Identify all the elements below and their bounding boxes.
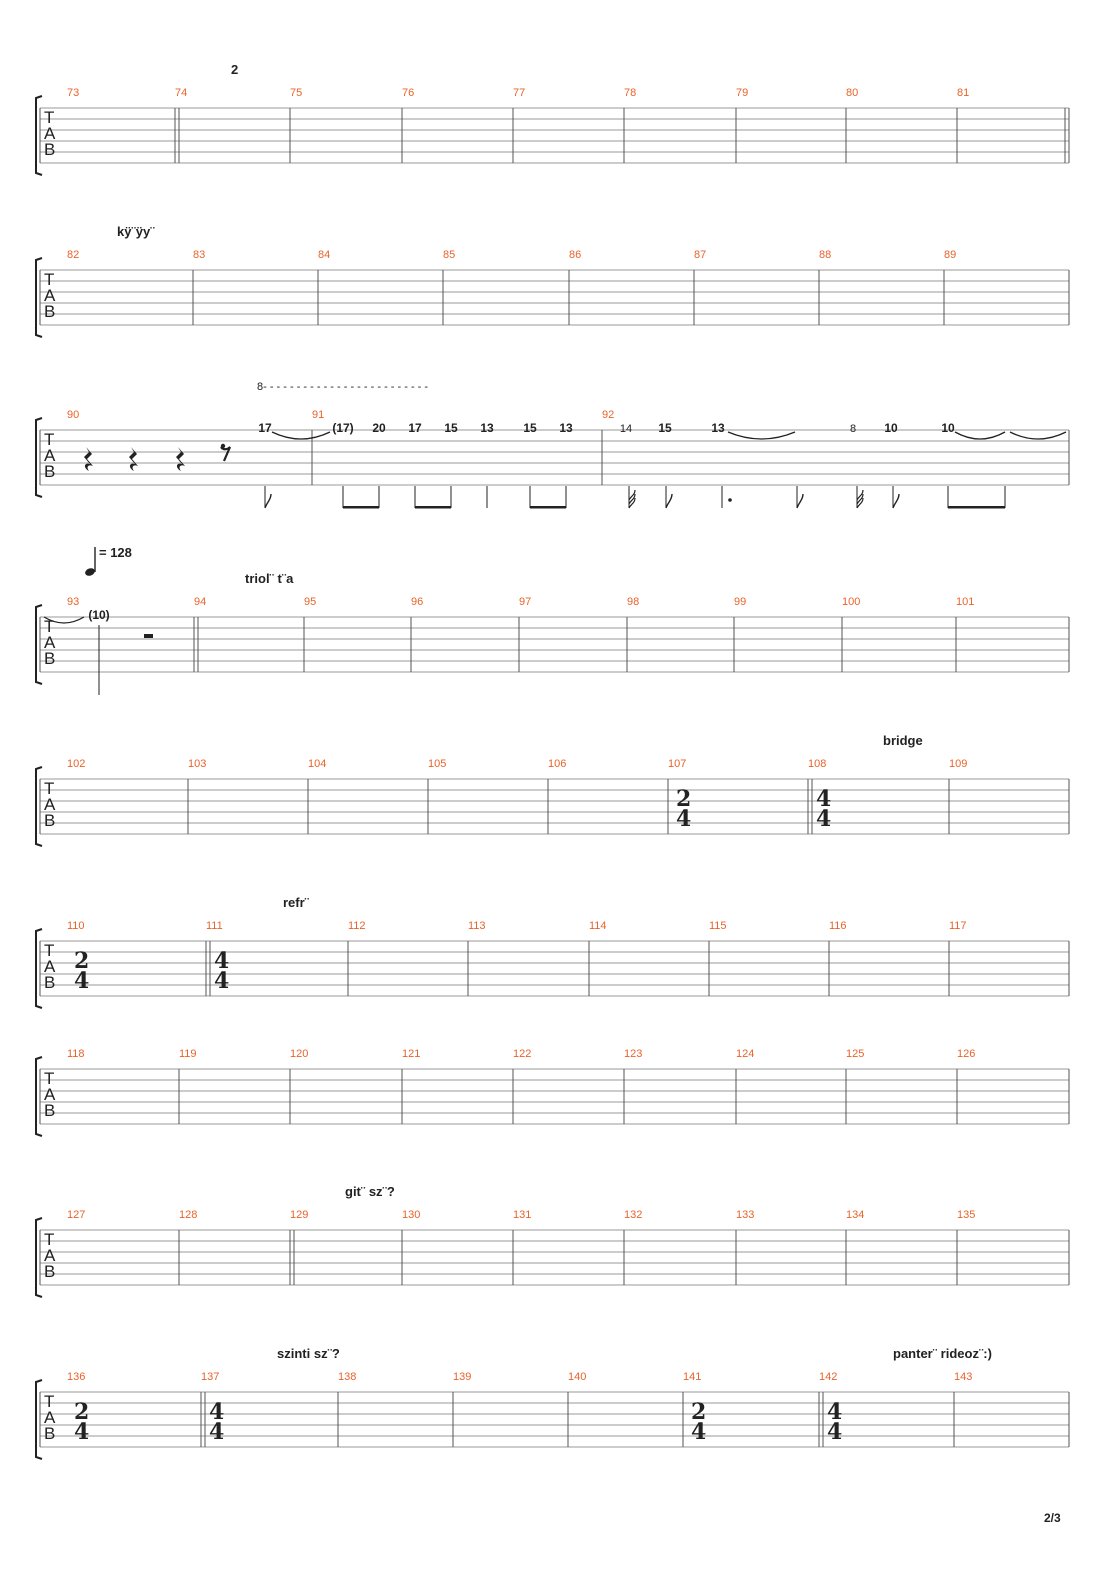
fret-number: 10 [884, 421, 898, 435]
measure-number: 114 [589, 920, 607, 932]
measure-number: 106 [548, 758, 567, 770]
fret-number: 15 [658, 421, 672, 435]
note-beam [948, 506, 1005, 509]
measure-number: 104 [308, 758, 327, 770]
tab-system [36, 1209, 1069, 1297]
tab-clef-letter: B [44, 811, 56, 830]
fret-number: 14 [619, 423, 633, 435]
time-signature-bottom: 4 [676, 806, 692, 832]
section-label: refr¨ [283, 895, 310, 910]
measure-number: 141 [683, 1371, 702, 1383]
measure-number: 92 [602, 409, 615, 421]
measure-number: 97 [519, 596, 532, 608]
measure-number: 137 [201, 1371, 220, 1383]
measure-number: 136 [67, 1371, 86, 1383]
measure-number: 119 [179, 1048, 197, 1060]
tab-system [36, 596, 1069, 684]
tab-clef-letter: B [44, 140, 56, 159]
measure-number: 112 [348, 920, 366, 932]
tab-system [36, 409, 1069, 497]
measure-number: 98 [627, 596, 640, 608]
quarter-rest-icon [84, 447, 93, 471]
time-signature-bottom: 4 [214, 968, 230, 994]
tab-clef-letter: A [44, 1408, 56, 1427]
fret-number: 15 [444, 421, 458, 435]
tie-arc [1010, 432, 1066, 439]
measure-number: 102 [67, 758, 86, 770]
ottava-marking: 8- - - - - - - - - - - - - - - - - - - - - - - - - [257, 381, 429, 393]
measure-number: 143 [954, 1371, 973, 1383]
measure-number: 91 [312, 409, 325, 421]
fret-number: 13 [559, 421, 573, 435]
half-rest-icon [144, 634, 153, 638]
time-signature-bottom: 4 [691, 1419, 707, 1445]
note-flag [666, 494, 672, 508]
measure-number: 75 [290, 87, 303, 99]
tab-clef-letter: A [44, 633, 56, 652]
fret-number: (17) [332, 421, 354, 435]
measure-number: 96 [411, 596, 424, 608]
tab-clef-letter: A [44, 446, 56, 465]
tempo-marking: = 128 [99, 545, 132, 560]
fret-number: 15 [523, 421, 537, 435]
time-signature-bottom: 4 [827, 1419, 843, 1445]
time-signature-top: 2 [74, 1399, 90, 1425]
measure-number: 100 [842, 596, 861, 608]
tab-clef-letter: A [44, 1246, 56, 1265]
system-3-notation [84, 381, 1066, 509]
measure-number: 117 [949, 920, 967, 932]
measure-number: 105 [428, 758, 447, 770]
eighth-rest-dot [221, 444, 225, 448]
tab-clef-letter: A [44, 957, 56, 976]
section-label: git¨ sz¨? [345, 1184, 395, 1199]
tab-clef-letter: T [44, 270, 55, 289]
measure-number: 73 [67, 87, 80, 99]
fret-number: (10) [88, 608, 110, 622]
eighth-rest-icon [221, 447, 230, 461]
tab-clef-letter: B [44, 1424, 56, 1443]
measure-number: 118 [67, 1048, 85, 1060]
measure-number: 101 [956, 596, 975, 608]
measure-number: 77 [513, 87, 526, 99]
measure-number: 139 [453, 1371, 472, 1383]
measure-number: 140 [568, 1371, 587, 1383]
page-number: 2/3 [1044, 1511, 1061, 1525]
measure-number: 120 [290, 1048, 309, 1060]
fret-number: 10 [941, 421, 955, 435]
measure-number: 99 [734, 596, 747, 608]
measure-number: 107 [668, 758, 687, 770]
measure-number: 123 [624, 1048, 643, 1060]
measure-number: 131 [513, 1209, 532, 1221]
quarter-rest-icon [129, 447, 138, 471]
tab-clef-letter: A [44, 795, 56, 814]
measure-number: 122 [513, 1048, 532, 1060]
measure-number: 94 [194, 596, 207, 608]
quarter-rest-icon [176, 447, 185, 471]
measure-number: 82 [67, 249, 80, 261]
tab-system [36, 1371, 1069, 1459]
measure-number: 83 [193, 249, 206, 261]
quarter-note-icon [84, 567, 96, 577]
section-label: triol¨ t¨a [245, 571, 294, 586]
measure-number: 109 [949, 758, 968, 770]
tab-clef-letter: A [44, 1085, 56, 1104]
tie-arc [955, 432, 1005, 439]
measure-number: 129 [290, 1209, 309, 1221]
time-signature-top: 4 [209, 1399, 225, 1425]
measure-number: 108 [808, 758, 827, 770]
measure-number: 133 [736, 1209, 755, 1221]
tab-system [36, 1048, 1069, 1136]
measure-number: 90 [67, 409, 80, 421]
tab-clef-letter: T [44, 617, 55, 636]
tab-system [36, 87, 1069, 175]
section-label: panter¨ rideoz¨:) [893, 1346, 992, 1361]
tab-clef-letter: A [44, 286, 56, 305]
measure-number: 132 [624, 1209, 643, 1221]
measure-number: 103 [188, 758, 207, 770]
fret-number: 13 [480, 421, 494, 435]
fret-number: 20 [372, 421, 386, 435]
tab-clef-letter: B [44, 1101, 56, 1120]
tab-clef-letter: B [44, 1262, 56, 1281]
tie-arc [728, 432, 795, 439]
time-signature-top: 4 [214, 948, 230, 974]
measure-number: 95 [304, 596, 317, 608]
note-beam [343, 506, 379, 509]
time-signature-top: 4 [816, 786, 832, 812]
rhythm-dot [728, 498, 732, 502]
section-label: szinti sz¨? [277, 1346, 340, 1361]
note-beam [415, 506, 451, 509]
measure-number: 74 [175, 87, 188, 99]
measure-number: 86 [569, 249, 582, 261]
tab-clef-letter: T [44, 941, 55, 960]
measure-number: 78 [624, 87, 637, 99]
measure-number: 142 [819, 1371, 838, 1383]
time-signature-bottom: 4 [209, 1419, 225, 1445]
measure-number: 93 [67, 596, 80, 608]
measure-number: 121 [402, 1048, 421, 1060]
note-flag [265, 494, 271, 508]
tab-clef-letter: T [44, 779, 55, 798]
measure-number: 111 [206, 920, 223, 932]
time-signature-top: 2 [74, 948, 90, 974]
time-signature-bottom: 4 [74, 1419, 90, 1445]
tab-system [36, 249, 1069, 337]
tab-clef-letter: T [44, 1069, 55, 1088]
time-signature-bottom: 4 [74, 968, 90, 994]
measure-number: 115 [709, 920, 727, 932]
measure-number: 80 [846, 87, 859, 99]
tab-clef-letter: T [44, 430, 55, 449]
tab-clef-letter: B [44, 973, 56, 992]
measure-number: 76 [402, 87, 415, 99]
measure-number: 124 [736, 1048, 755, 1060]
measure-number: 79 [736, 87, 749, 99]
measure-number: 110 [67, 920, 85, 932]
note-flag [893, 494, 899, 508]
section-label: 2 [231, 62, 239, 77]
measure-number: 84 [318, 249, 331, 261]
measure-number: 126 [957, 1048, 976, 1060]
tab-clef-letter: B [44, 649, 56, 668]
measure-number: 89 [944, 249, 957, 261]
fret-number: 13 [711, 421, 725, 435]
measure-number: 85 [443, 249, 456, 261]
tab-system [36, 920, 1069, 1008]
fret-number: 17 [408, 421, 422, 435]
tab-clef-letter: T [44, 1392, 55, 1411]
tab-clef-letter: T [44, 108, 55, 127]
time-signature-top: 4 [827, 1399, 843, 1425]
measure-number: 134 [846, 1209, 865, 1221]
time-signature-top: 2 [676, 786, 692, 812]
note-beam [530, 506, 566, 509]
measure-number: 116 [829, 920, 847, 932]
measure-number: 130 [402, 1209, 421, 1221]
note-flag [797, 494, 803, 508]
time-signature-top: 2 [691, 1399, 707, 1425]
measure-number: 127 [67, 1209, 86, 1221]
tab-clef-letter: A [44, 124, 56, 143]
time-signature-bottom: 4 [816, 806, 832, 832]
measure-number: 125 [846, 1048, 865, 1060]
measure-number: 113 [468, 920, 486, 932]
tab-system [36, 758, 1069, 846]
tab-clef-letter: T [44, 1230, 55, 1249]
measure-number: 87 [694, 249, 707, 261]
measure-number: 135 [957, 1209, 976, 1221]
tie-arc [272, 432, 330, 439]
section-label: bridge [883, 733, 923, 748]
measure-number: 138 [338, 1371, 357, 1383]
fret-number: 8 [849, 423, 857, 435]
measure-number: 81 [957, 87, 970, 99]
fret-number: 17 [258, 421, 272, 435]
tab-clef-letter: B [44, 302, 56, 321]
measure-number: 128 [179, 1209, 198, 1221]
section-label: kÿ¨ÿy¨ [117, 224, 155, 239]
tab-clef-letter: B [44, 462, 56, 481]
measure-number: 88 [819, 249, 832, 261]
